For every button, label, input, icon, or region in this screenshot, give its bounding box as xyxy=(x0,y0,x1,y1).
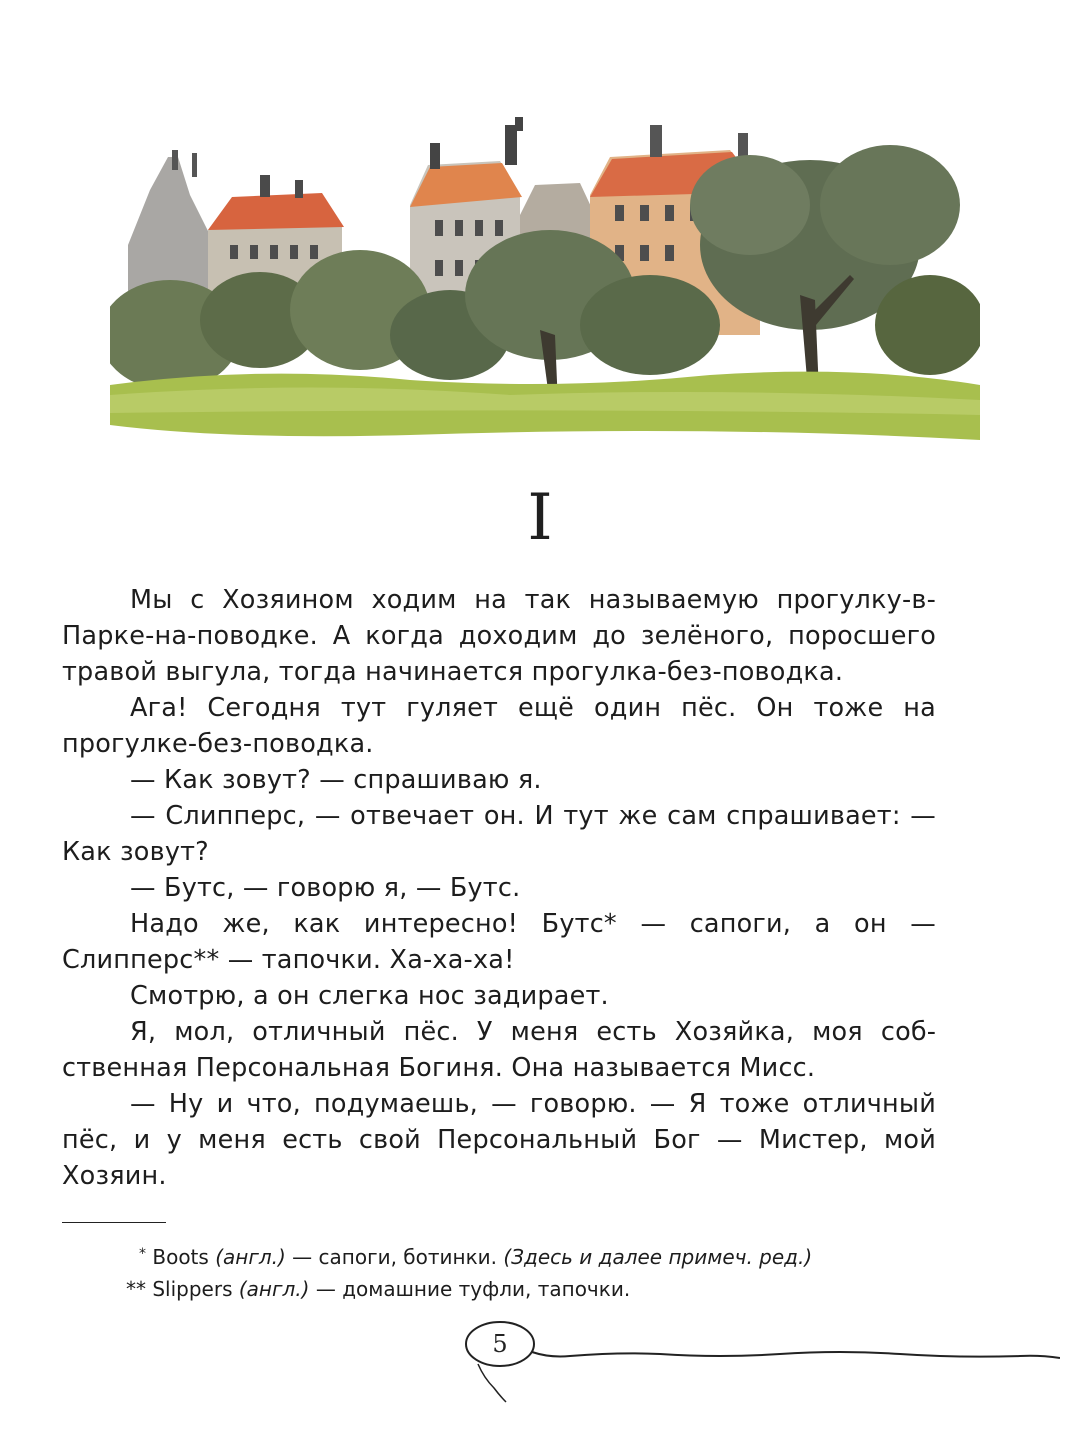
paragraph: Смотрю, а он слегка нос задирает. xyxy=(130,981,609,1011)
page-number: 5 xyxy=(492,1330,508,1358)
page-number-flourish xyxy=(460,1318,1060,1428)
footnote-dash: — xyxy=(292,1245,313,1269)
footnote-language: (англ.) xyxy=(215,1245,286,1269)
paragraph: Я, мол, отличный пёс. У меня есть Хозяйка, моя собственная Персональная Богиня. Она называется Мисс. xyxy=(62,1017,936,1083)
chapter-numeral: I xyxy=(527,481,553,555)
paragraph: — Бутс, — говорю я, — Бутс. xyxy=(130,873,521,903)
footnote-marker: ** xyxy=(126,1277,146,1301)
footnote-editor-note: (Здесь и далее примеч. ред.) xyxy=(503,1245,813,1269)
footnote-1 xyxy=(62,1238,962,1273)
footnote-marker: * xyxy=(139,1246,146,1262)
footnote-dash: — xyxy=(315,1277,336,1301)
page-footer xyxy=(460,1318,1060,1428)
footnote-definition: сапоги, ботинки. xyxy=(318,1245,498,1269)
paragraph: — Как зовут? — спрашиваю я. xyxy=(130,765,542,795)
footnote-term: Boots xyxy=(152,1245,209,1269)
paragraph: Мы с Хозяином ходим на так называемую прогулку-в-Парке-на-поводке. А когда доходим до зелёного, поросшего травой выгула, тогда начинается прогулка-без-поводка. xyxy=(62,585,936,687)
park-houses-illustration xyxy=(110,95,980,455)
footnote-language: (англ.) xyxy=(238,1277,310,1301)
footnote-divider xyxy=(62,1222,166,1223)
chapter-body xyxy=(62,582,936,1194)
paragraph: — Ну и что, подумаешь, — говорю. — Я тоже отличный пёс, и у меня есть свой Персональный Бог — Мистер, мой Хозяин. xyxy=(62,1089,936,1191)
footnote-term: Slippers xyxy=(152,1277,233,1301)
paragraph: Ага! Сегодня тут гуляет ещё один пёс. Он тоже на прогулке-без-поводка. xyxy=(62,693,936,759)
footnote-definition: домашние туфли, тапочки. xyxy=(342,1277,631,1301)
footnote-2 xyxy=(62,1273,962,1305)
footnotes xyxy=(62,1238,962,1305)
paragraph: — Слипперс, — отвечает он. И тут же сам спрашивает: — Как зовут? xyxy=(62,801,936,867)
paragraph: Надо же, как интересно! Бутс* — сапоги, а он — Слипперс** — тапочки. Ха-ха-ха! xyxy=(62,909,936,975)
